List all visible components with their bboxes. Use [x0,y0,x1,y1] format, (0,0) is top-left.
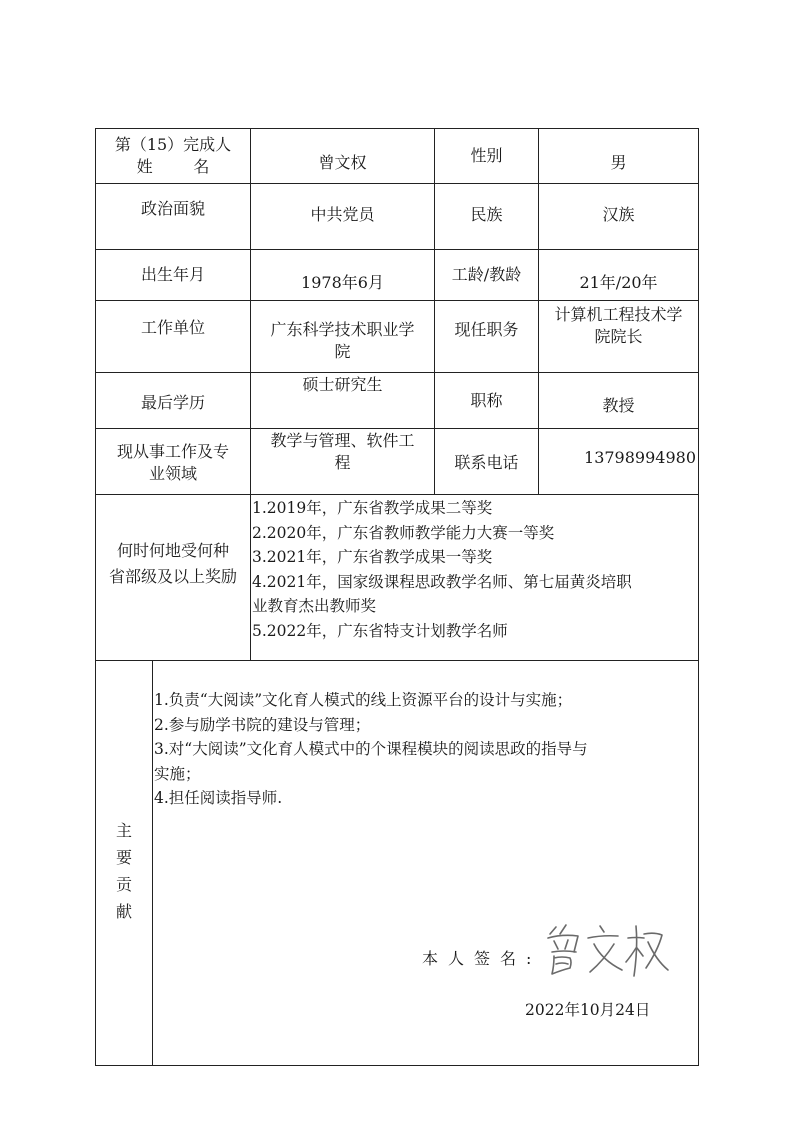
education-value: 硕士研究生 [302,375,383,394]
unit-value-cell [251,314,434,368]
contribution-label-char: 主 [115,821,132,840]
awards-list [252,496,698,643]
field-value-line1: 教学与管理、软件工 [270,431,415,450]
education-label: 最后学历 [140,393,205,412]
birth-label: 出生年月 [140,265,205,284]
awards-label-line1: 何时何地受何种 [116,541,229,560]
contribution-line: 3.对“大阅读”文化育人模式中的个课程模块的阅读思政的指导与 [154,740,588,758]
position-value-line2: 院院长 [594,327,643,346]
seniority-value: 21年/20年 [579,273,658,292]
field-label-line1: 现从事工作及专 [116,442,229,461]
name-label-cell [96,129,250,183]
contribution-label-char: 献 [115,902,132,921]
field-label-cell [96,436,250,490]
phone-label: 联系电话 [454,453,519,472]
contribution-line: 实施； [154,764,201,783]
birth-value: 1978年6月 [301,273,384,292]
contribution-label-char: 贡 [115,875,132,894]
ethnicity-label: 民族 [470,205,503,224]
title-value: 教授 [602,396,635,415]
contribution-line: 4.担任阅读指导师. [154,789,283,807]
contribution-line: 1.负责“大阅读”文化育人模式的线上资源平台的设计与实施； [154,691,573,709]
awards-line: 5.2022年，广东省特支计划教学名师 [252,621,508,640]
field-value-line2: 程 [334,453,351,472]
awards-label-line2: 省部级及以上奖励 [108,567,237,586]
awards-line: 4.2021年，国家级课程思政教学名师、第七届黄炎培职 [252,572,632,591]
row-divider [95,494,699,495]
position-value-cell [539,301,698,351]
field-value-cell [251,428,434,476]
unit-value-line2: 院 [334,342,351,361]
seniority-label: 工龄/教龄 [451,265,522,284]
awards-line: 1.2019年，广东省教学成果二等奖 [252,499,493,517]
awards-line: 业教育杰出教师奖 [252,597,377,615]
awards-line: 3.2021年，广东省教学成果一等奖 [252,548,493,566]
unit-label: 工作单位 [140,318,205,337]
title-label: 职称 [470,391,503,410]
position-label: 现任职务 [454,320,519,339]
position-value-line1: 计算机工程技术学 [554,305,683,324]
name-label-line1: 第（15）完成人 [114,135,232,154]
politics-value: 中共党员 [310,205,375,224]
gender-value: 男 [610,153,627,172]
awards-line: 2.2020年，广东省教师教学能力大赛一等奖 [252,523,555,542]
awards-label-cell [96,532,250,596]
ethnicity-value: 汉族 [602,205,635,224]
unit-value-line1: 广东科学技术职业学 [270,320,415,339]
handwritten-signature [540,918,670,982]
contribution-line: 2.参与励学书院的建设与管理； [154,715,371,734]
name-value: 曾文权 [318,153,367,172]
name-label-line2: 姓 名 [136,157,210,176]
contribution-list [154,688,698,811]
signature-label: 本人签名: [422,949,542,968]
field-label-line2: 业领域 [148,464,197,483]
signature-date: 2022年10月24日 [525,1001,651,1019]
politics-label: 政治面貌 [140,199,205,218]
gender-label: 性别 [470,146,503,165]
column-divider [152,660,153,1066]
contribution-label-char: 要 [115,848,132,867]
phone-value: 13798994980 [584,448,696,467]
row-divider [95,660,699,661]
